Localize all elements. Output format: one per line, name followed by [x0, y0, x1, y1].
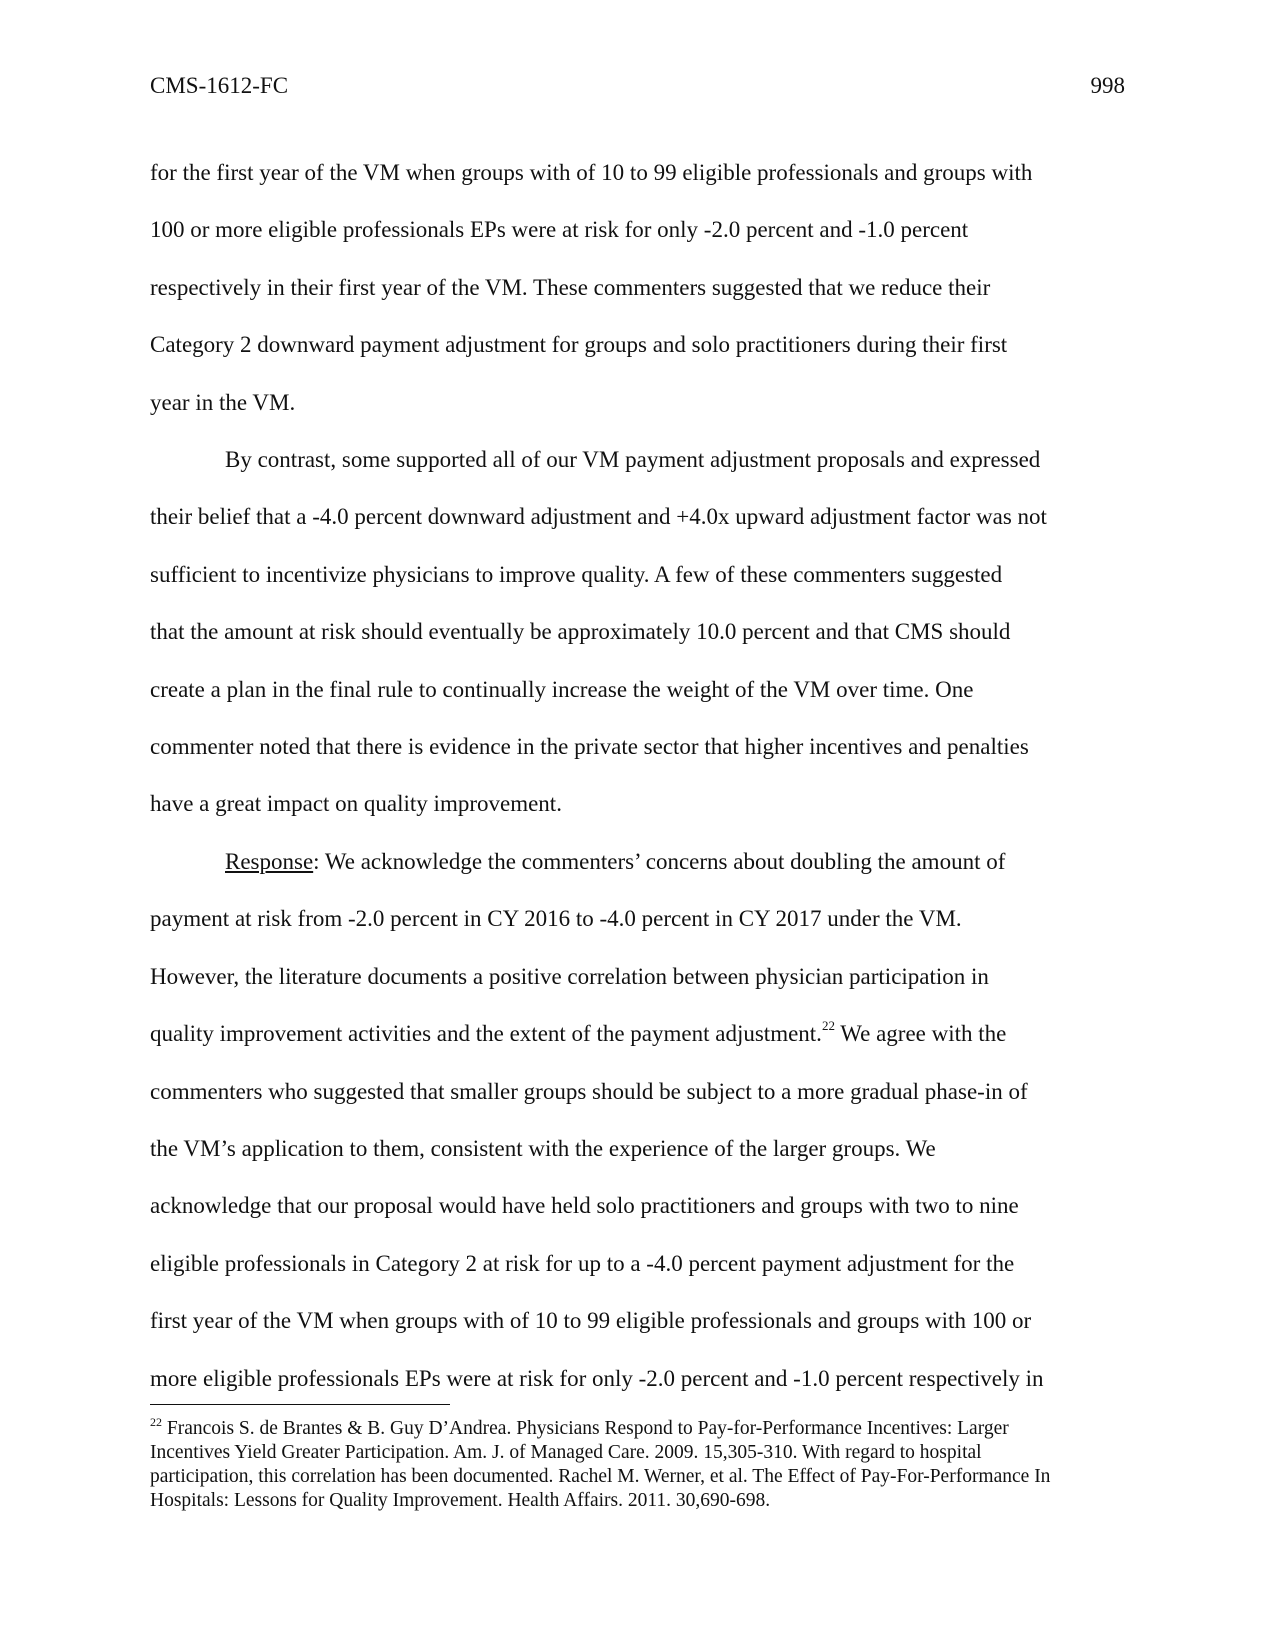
- text-line: commenters who suggested that smaller groups should be subject to a more gradual phase-in of: [150, 1078, 1028, 1104]
- text-line: for the first year of the VM when groups with of 10 to 99 eligible professionals and groups with: [150, 160, 1033, 185]
- text-line: acknowledge that our proposal would have held solo practitioners and groups with two to nine: [150, 1193, 1019, 1219]
- text-line: have a great impact on quality improvement.: [150, 791, 562, 817]
- footnote-line: Hospitals: Lessons for Quality Improvement. Health Affairs. 2011. 30,690-698.: [150, 1490, 771, 1511]
- text-span: quality improvement activities and the extent of the payment adjustment.: [150, 1021, 822, 1047]
- footnote-divider: [150, 1404, 450, 1405]
- page-number: 998: [1090, 73, 1125, 98]
- document-id: CMS-1612-FC: [150, 73, 289, 98]
- response-paragraph-start: [150, 833, 1135, 890]
- text-line: more eligible professionals EPs were at risk for only -2.0 percent and -1.0 percent respectively in: [150, 1365, 1044, 1391]
- text-line: commenter noted that there is evidence in the private sector that higher incentives and penalties: [150, 734, 1029, 760]
- text-span: Francois S. de Brantes & B. Guy D’Andrea. Physicians Respond to Pay-for-Performance Incentives: Larger: [162, 1418, 1009, 1439]
- footnote-line: participation, this correlation has been documented. Rachel M. Werner, et al. The Effect of Pay-For-Performance In: [150, 1466, 1051, 1487]
- text-line-with-footnote: [150, 1005, 1135, 1062]
- footnote-reference[interactable]: 22: [821, 1018, 835, 1034]
- text-line: their belief that a -4.0 percent downward adjustment and +4.0x upward adjustment factor was not: [150, 504, 1047, 530]
- text-line: sufficient to incentivize physicians to improve quality. A few of these commenters suggested: [150, 561, 1003, 587]
- footnote-number: 22: [150, 1414, 162, 1429]
- text-line: create a plan in the final rule to continually increase the weight of the VM over time. One: [150, 676, 974, 702]
- text-line: payment at risk from -2.0 percent in CY 2016 to -4.0 percent in CY 2017 under the VM.: [150, 906, 962, 932]
- paragraph-start: By contrast, some supported all of our VM payment adjustment proposals and expressed: [225, 447, 1041, 473]
- text-span: : We acknowledge the commenters’ concerns about doubling the amount of: [313, 848, 1006, 874]
- text-line: Category 2 downward payment adjustment for groups and solo practitioners during their first: [150, 332, 1008, 358]
- footnote-line: Incentives Yield Greater Participation. Am. J. of Managed Care. 2009. 15,305-310. With regard to hospital: [150, 1442, 982, 1463]
- text-line: However, the literature documents a positive correlation between physician participation in: [150, 963, 989, 989]
- footnote-line: [150, 1414, 1140, 1441]
- footnote: [150, 1414, 1140, 1513]
- text-line: respectively in their first year of the VM. These commenters suggested that we reduce their: [150, 274, 991, 300]
- body-text: [150, 144, 1135, 1407]
- text-line: the VM’s application to them, consistent with the experience of the larger groups. We: [150, 1135, 936, 1161]
- response-label: Response: [225, 848, 314, 874]
- text-line: that the amount at risk should eventually be approximately 10.0 percent and that CMS should: [150, 619, 1011, 645]
- text-line: eligible professionals in Category 2 at risk for up to a -4.0 percent payment adjustment for the: [150, 1250, 1015, 1276]
- text-line: year in the VM.: [150, 389, 296, 415]
- text-line: first year of the VM when groups with of 10 to 99 eligible professionals and groups with 100 or: [150, 1308, 1032, 1334]
- text-line: 100 or more eligible professionals EPs were at risk for only -2.0 percent and -1.0 percent: [150, 217, 969, 243]
- text-span: We agree with the: [834, 1021, 1007, 1047]
